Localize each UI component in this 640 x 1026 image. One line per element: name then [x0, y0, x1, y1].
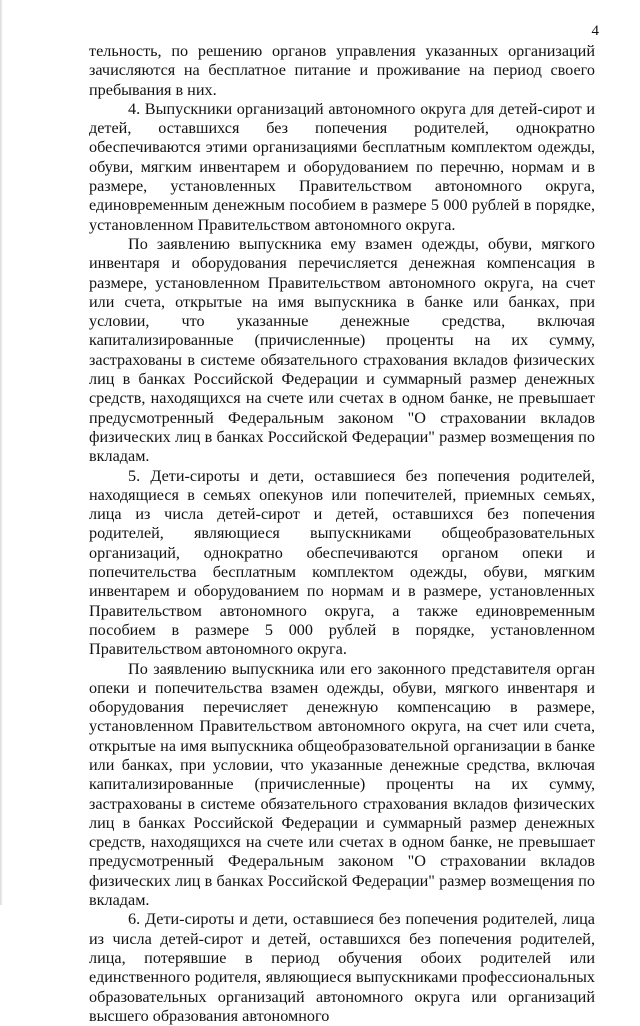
- paragraph-item-6: 6. Дети-сироты и дети, оставшиеся без попечения родителей, лица из числа детей-сирот и детей, оставшихся без попечения родителей, лица, потерявшие в период обучения обоих родителей или единственного родителя, являющиеся выпускниками профессиональных образовательных организаций автономного округа или организаций высшего образования автономного: [89, 910, 595, 1025]
- paragraph-item-4: 4. Выпускники организаций автономного округа для детей-сирот и детей, оставшихся без попечения родителей, однократно обеспечиваются этими организациями бесплатным комплектом одежды, обуви, мягким инвентарем и оборудованием по перечню, нормам и в размере, установленных Правительством автономного округа, единовременным денежным пособием в размере 5 000 рублей в порядке, установленном Правительством автономного округа.: [89, 99, 595, 234]
- document-body: [89, 42, 595, 1026]
- paragraph-continuation: тельность, по решению органов управления указанных организаций зачисляются на бесплатное питание и проживание на период своего пребывания в них.: [89, 42, 595, 99]
- paragraph-item-4-compensation: По заявлению выпускника ему взамен одежды, обуви, мягкого инвентаря и оборудования перечисляется денежная компенсация в размере, установленном Правительством автономного округа, на счет или счета, открытые на имя выпускника в банке или банках, при условии, что указанные денежные средства, включая капитализированные (причисленные) проценты на их сумму, застрахованы в системе обязательного страхования вкладов физических лиц в банках Российской Федерации и суммарный размер денежных средств, находящихся на счете или счетах в одном банке, не превышает предусмотренный Федеральным законом "О страховании вкладов физических лиц в банках Российской Федерации" размер возмещения по вкладам.: [89, 234, 595, 466]
- scan-edge-shadow: [0, 0, 3, 905]
- page-number: 4: [591, 23, 599, 39]
- paragraph-item-5-compensation: По заявлению выпускника или его законного представителя орган опеки и попечительства взамен одежды, обуви, мягкого инвентаря и оборудования перечисляет денежную компенсацию в размере, установленном Правительством автономного округа, на счет или счета, открытые на имя выпускника общеобразовательной организации в банке или банках, при условии, что указанные денежные средства, включая капитализированные (причисленные) проценты на их сумму, застрахованы в системе обязательного страхования вкладов физических лиц в банках Российской Федерации и суммарный размер денежных средств, находящихся на счете или счетах в одном банке, не превышает предусмотренный Федеральным законом "О страховании вкладов физических лиц в банках Российской Федерации" размер возмещения по вкладам.: [89, 659, 595, 910]
- paragraph-item-5: 5. Дети-сироты и дети, оставшиеся без попечения родителей, находящиеся в семьях опекунов или попечителей, приемных семьях, лица из числа детей-сирот и детей, оставшихся без попечения родителей, являющиеся выпускниками общеобразовательных организаций, однократно обеспечиваются органом опеки и попечительства бесплатным комплектом одежды, обуви, мягким инвентарем и оборудованием по нормам и в размере, установленных Правительством автономного округа, а также единовременным пособием в размере 5 000 рублей в порядке, установленном Правительством автономного округа.: [89, 466, 595, 659]
